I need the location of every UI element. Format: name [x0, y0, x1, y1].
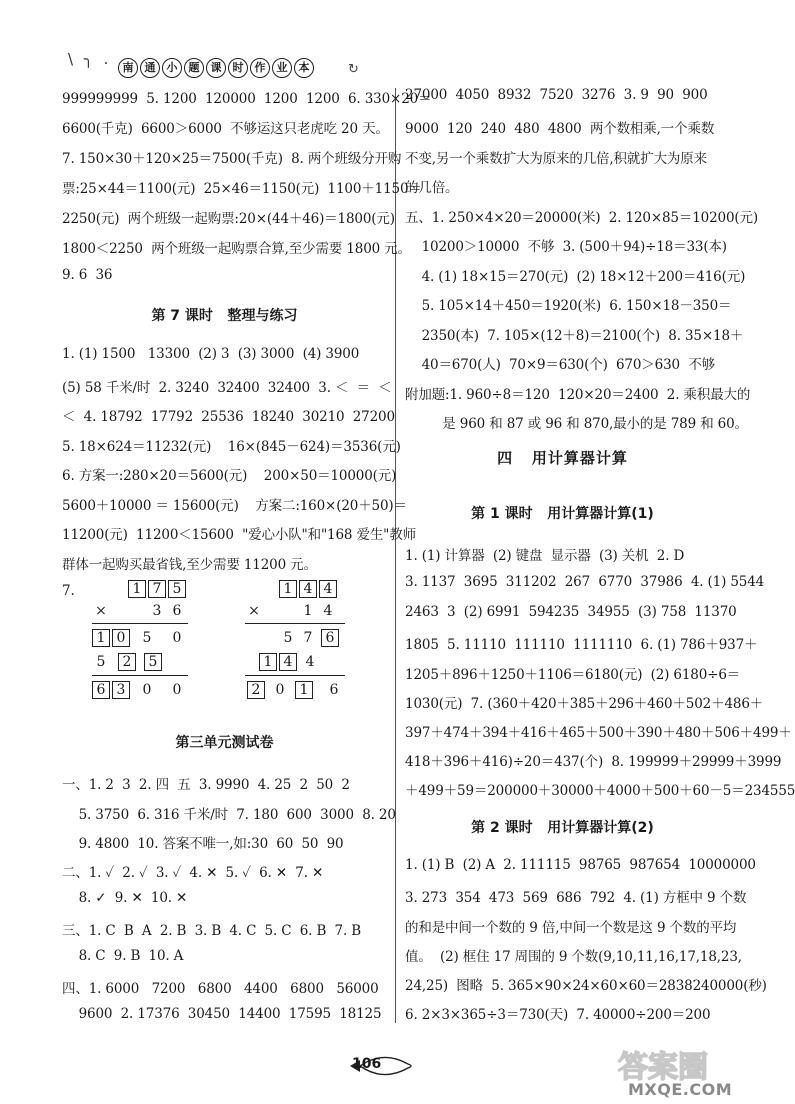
header-char: 小 — [162, 58, 182, 78]
text-line: 3. 1137 3695 311202 267 6770 37986 4. (1) 5544 — [405, 574, 765, 590]
calc-digit: 4 — [319, 580, 337, 598]
calc-digit: 6 — [172, 603, 182, 619]
text-line: 一、1. 2 3 2. 四 五 3. 9990 4. 25 2 50 2 — [62, 777, 350, 793]
text-line: 五、1. 250×4×20＝20000(米) 2. 120×85＝10200(元) — [405, 210, 758, 226]
text-line: 5. 3750 6. 316 千米/时 7. 180 600 3000 8. 20 — [62, 807, 396, 823]
header-doodle: \ ╮ . — [68, 50, 112, 68]
header-char: 时 — [228, 58, 248, 78]
calc-digit: 6 — [92, 681, 110, 699]
calc-digit: 1 — [128, 580, 146, 598]
calc-operator: × — [248, 603, 260, 619]
calc-digit: 2 — [118, 653, 136, 671]
calc-rule — [245, 675, 345, 676]
calc-digit: 0 — [112, 629, 130, 647]
text-line: 8. ✓ 9. ✕ 10. ✕ — [62, 890, 188, 906]
header-char: 南 — [118, 58, 138, 78]
text-line: 的几倍。 — [405, 180, 459, 196]
text-line: (5) 58 千米/时 2. 3240 32400 32400 3. ＜ ＝ ＜ — [62, 380, 392, 396]
calc-digit: 7 — [148, 580, 166, 598]
calc-digit: 4 — [323, 603, 333, 619]
calc-digit: 0 — [172, 682, 182, 698]
text-line: 397＋474＋394＋416＋465＋500＋390＋480＋506＋499＋ — [405, 725, 792, 741]
text-line: 9000 120 240 480 4800 两个数相乘,一个乘数 — [405, 121, 715, 137]
calc-digit: 5 — [283, 630, 293, 646]
text-line: 1. (1) 1500 13300 (2) 3 (3) 3000 (4) 3900 — [62, 346, 360, 362]
calc-digit: 4 — [305, 654, 315, 670]
calc-digit: 7 — [303, 630, 313, 646]
calc-digit: 2 — [247, 681, 265, 699]
calc-digit: 1 — [259, 653, 277, 671]
calc-digit: 4 — [279, 653, 297, 671]
text-line: 1030(元) 7. (360＋420＋385＋296＋460＋502＋486＋ — [405, 696, 764, 712]
header-curl-icon: ↻ — [348, 62, 359, 77]
text-line: 4. (1) 18×15＝270(元) (2) 18×12＋200＝416(元) — [405, 269, 746, 285]
calc-digit: 0 — [275, 682, 285, 698]
text-line: 40＝670(人) 70×9＝630(个) 670＞630 不够 — [405, 357, 715, 373]
text-line: 不变,另一个乘数扩大为原来的几倍,积就扩大为原来 — [405, 151, 707, 167]
text-line: 9. 4800 10. 答案不唯一,如:30 60 50 90 — [62, 836, 344, 852]
text-line: 5. 105×14＋450＝1920(米) 6. 150×18－350＝ — [405, 298, 732, 314]
calc-digit: 1 — [303, 603, 313, 619]
text-line: 的和是中间一个数的 9 倍,中间一个数是这 9 个数的平均 — [405, 920, 737, 936]
watermark-url: MXQE.COM — [628, 1080, 733, 1099]
calc-rule — [92, 623, 188, 624]
header-char: 作 — [250, 58, 270, 78]
text-line: 3. 273 354 473 569 686 792 4. (1) 方框中 9 个数 — [405, 890, 747, 906]
text-line: 6600(千克) 6600＞6000 不够运这只老虎吃 20 天。 — [62, 121, 389, 137]
text-line: 2250(元) 两个班级一起购票:20×(44＋46)＝1800(元) — [62, 211, 395, 227]
calc-digit: 6 — [321, 629, 339, 647]
calc-operator: × — [95, 603, 107, 619]
text-line: 8. C 9. B 10. A — [62, 948, 184, 964]
header-char: 业 — [272, 58, 292, 78]
text-line: 1. (1) B (2) A 2. 111115 98765 987654 10000000 — [405, 857, 756, 873]
text-line: 1800＜2250 两个班级一起购票合算,至少需要 1800 元。 — [62, 241, 411, 257]
calc-digit: 5 — [142, 630, 152, 646]
calc-digit: 3 — [112, 681, 130, 699]
text-line: 6. 2×3×365÷3＝730(天) 7. 40000÷200＝200 — [405, 1007, 711, 1023]
text-line: 2350(本) 7. 105×(12＋8)＝2100(个) 8. 35×18＋ — [405, 328, 744, 344]
page-number: 106 — [352, 1056, 382, 1072]
text-line: 10200＞10000 不够 3. (500＋94)÷18＝33(本) — [405, 239, 727, 255]
text-line: 5. 18×624＝11232(元) 16×(845－624)＝3536(元) — [62, 439, 401, 455]
calc-digit: 4 — [299, 580, 317, 598]
question-label: 7. — [62, 583, 75, 599]
text-line: ＋499＋59＝200000＋30000＋4000＋500＋60－5＝234555 — [405, 783, 795, 799]
calc-rule — [92, 675, 188, 676]
watermark-text: 答案圈 — [618, 1050, 708, 1085]
calc-digit: 3 — [152, 603, 162, 619]
text-line: 票:25×44＝1100(元) 25×46＝1150(元) 1100＋1150＝ — [62, 181, 422, 197]
calc-digit: 6 — [329, 682, 339, 698]
text-line: 418＋396＋416)÷20＝437(个) 8. 199999＋29999＋3999 — [405, 754, 782, 770]
text-line: 1. (1) 计算器 (2) 键盘 显示器 (3) 关机 2. D — [405, 548, 685, 564]
chapter-title: 四 用计算器计算 — [497, 449, 628, 467]
text-line: 999999999 5. 1200 120000 1200 1200 6. 330×20＝ — [62, 91, 432, 107]
text-line: 9600 2. 17376 30450 14400 17595 18125 — [62, 1006, 382, 1022]
text-line: 2463 3 (2) 6991 594235 34955 (3) 758 11370 — [405, 604, 737, 620]
text-line: 1205＋896＋1250＋1106＝6180(元) (2) 6180÷6＝ — [405, 667, 741, 683]
text-line: 7. 150×30＋120×25＝7500(千克) 8. 两个班级分开购 — [62, 151, 402, 167]
text-line: 群体一起购买最省钱,至少需要 11200 元。 — [62, 557, 317, 573]
vertical-calc-2 — [245, 580, 355, 705]
text-line: 5600＋10000 ＝ 15600(元) 方案二:160×(20＋50)＝ — [62, 498, 407, 514]
section-title: 第 1 课时 用计算器计算(1) — [471, 506, 654, 522]
section-title: 第 7 课时 整理与练习 — [151, 308, 298, 324]
text-line: 四、1. 6000 7200 6800 4400 6800 56000 — [62, 981, 379, 997]
column-divider — [395, 88, 396, 1023]
text-line: 是 960 和 87 或 96 和 870,最小的是 789 和 60。 — [405, 416, 748, 432]
calc-digit: 0 — [172, 630, 182, 646]
calc-digit: 1 — [279, 580, 297, 598]
text-line: 27000 4050 8932 7520 3276 3. 9 90 900 — [405, 87, 708, 103]
vertical-calc-1 — [92, 580, 182, 705]
text-line: 11200(元) 11200＜15600 "爱心小队"和"168 爱生"教师 — [62, 527, 416, 543]
header-title — [118, 58, 314, 78]
calc-digit: 1 — [295, 681, 313, 699]
text-line: 值。 (2) 框住 17 周围的 9 个数(9,10,11,16,17,18,23, — [405, 949, 742, 965]
text-line: 1805 5. 11110 111110 1111110 6. (1) 786＋937＋ — [405, 637, 758, 653]
text-line: 24,25) 图略 5. 365×90×24×60×60＝2838240000(秒) — [405, 978, 767, 994]
section-title: 第 2 课时 用计算器计算(2) — [471, 820, 654, 836]
section-title: 第三单元测试卷 — [175, 735, 274, 751]
calc-digit: 5 — [96, 654, 106, 670]
header-char: 本 — [294, 58, 314, 78]
text-line: 9. 6 36 — [62, 267, 113, 283]
page-header — [68, 50, 358, 80]
calc-digit: 5 — [144, 653, 162, 671]
calc-digit: 1 — [92, 629, 110, 647]
text-line: 三、1. C B A 2. B 3. B 4. C 5. C 6. B 7. B — [62, 923, 362, 939]
calc-digit: 5 — [168, 580, 186, 598]
header-char: 课 — [206, 58, 226, 78]
text-line: 6. 方案一:280×20＝5600(元) 200×50＝10000(元) — [62, 468, 397, 484]
calc-digit: 0 — [142, 682, 152, 698]
text-line: 附加题:1. 960÷8＝120 120×20＝2400 2. 乘积最大的 — [405, 387, 751, 403]
text-line: ＜ 4. 18792 17792 25536 18240 30210 27200 — [62, 409, 395, 425]
header-char: 题 — [184, 58, 204, 78]
header-char: 通 — [140, 58, 160, 78]
text-line: 二、1. ✓ 2. ✓ 3. ✓ 4. ✕ 5. ✓ 6. ✕ 7. ✕ — [62, 865, 324, 881]
calc-rule — [245, 623, 345, 624]
